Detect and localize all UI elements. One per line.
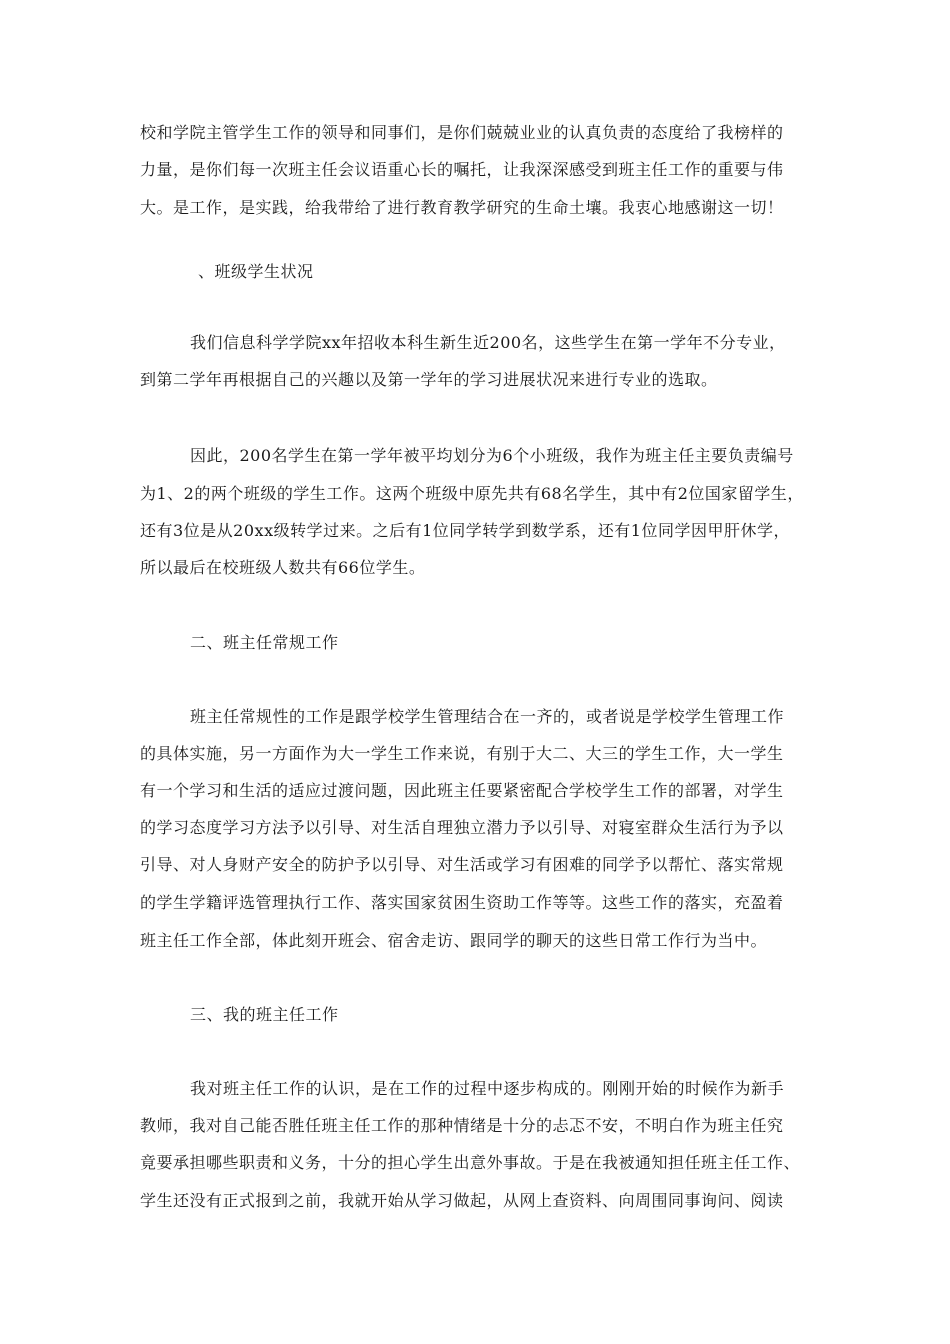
para2-line-2: 到第二学年再根据自己的兴趣以及第一学年的学习进展状况来进行专业的选取。 (140, 370, 718, 389)
section-heading-2: 二、班主任常规工作 (190, 633, 339, 652)
para5-line-2: 教师，我对自己能否胜任班主任工作的那种情绪是十分的忐忑不安，不明白作为班主任究 (140, 1116, 784, 1135)
para1-line-1: 校和学院主管学生工作的领导和同事们，是你们兢兢业业的认真负责的态度给了我榜样的 (140, 123, 784, 142)
section-heading-3: 三、我的班主任工作 (190, 1005, 339, 1024)
para4-line-2: 的具体实施，另一方面作为大一学生工作来说，有别于大二、大三的学生工作，大一学生 (140, 744, 784, 763)
para3-line-2: 为1、2的两个班级的学生工作。这两个班级中原先共有68名学生，其中有2位国家留学生， (140, 484, 804, 503)
para4-line-7: 班主任工作全部，体此刻开班会、宿舍走访、跟同学的聊天的这些日常工作行为当中。 (140, 931, 768, 950)
para5-line-1: 我对班主任工作的认识，是在工作的过程中逐步构成的。刚刚开始的时候作为新手 (190, 1079, 785, 1098)
para3-line-1: 因此，200名学生在第一学年被平均划分为6个小班级，我作为班主任主要负责编号 (190, 446, 794, 465)
para1-line-3: 大。是工作，是实践，给我带给了进行教育教学研究的生命土壤。我衷心地感谢这一切！ (140, 198, 784, 217)
para4-line-5: 引导、对人身财产安全的防护予以引导、对生活或学习有困难的同学予以帮忙、落实常规 (140, 855, 784, 874)
para2-line-1: 我们信息科学学院xx年招收本科生新生近200名，这些学生在第一学年不分专业， (190, 333, 786, 352)
para1-line-2: 力量，是你们每一次班主任会议语重心长的嘱托，让我深深感受到班主任工作的重要与伟 (140, 160, 784, 179)
para4-line-1: 班主任常规性的工作是跟学校学生管理结合在一齐的，或者说是学校学生管理工作 (190, 707, 785, 726)
para4-line-4: 的学习态度学习方法予以引导、对生活自理独立潜力予以引导、对寝室群众生活行为予以 (140, 818, 784, 837)
para5-line-3: 竟要承担哪些职责和义务，十分的担心学生出意外事故。于是在我被通知担任班主任工作、 (140, 1153, 801, 1172)
para4-line-6: 的学生学籍评选管理执行工作、落实国家贫困生资助工作等等。这些工作的落实，充盈着 (140, 893, 784, 912)
section-heading-1: 、班级学生状况 (198, 262, 314, 281)
para3-line-4: 所以最后在校班级人数共有66位学生。 (140, 558, 426, 577)
para4-line-3: 有一个学习和生活的适应过渡问题，因此班主任要紧密配合学校学生工作的部署，对学生 (140, 781, 784, 800)
para5-line-4: 学生还没有正式报到之前，我就开始从学习做起，从网上查资料、向周围同事询问、阅读 (140, 1191, 784, 1210)
para3-line-3: 还有3位是从20xx级转学过来。之后有1位同学转学到数学系，还有1位同学因甲肝休学， (140, 521, 790, 540)
